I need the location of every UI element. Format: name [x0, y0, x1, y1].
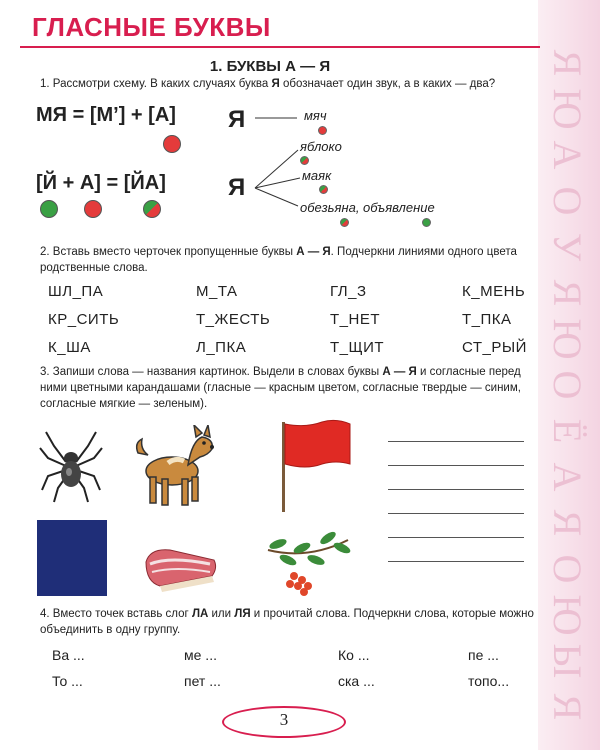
task2-text-end: . Подчеркни линиями одного цвета	[330, 246, 517, 258]
letter-ya-two-sounds: Я	[228, 174, 246, 201]
word-blank: ШЛ_ПА	[48, 283, 104, 300]
word-fill: пе ...	[468, 647, 499, 663]
task3-text-end: и согласные перед	[416, 366, 521, 378]
task4-text-mid: или	[208, 608, 235, 620]
word-ball: мяч	[304, 108, 327, 123]
answer-line[interactable]	[388, 537, 524, 538]
word-fill: ме ...	[184, 647, 217, 663]
word-fill: ска ...	[338, 673, 375, 689]
sound-dot-red	[84, 200, 102, 218]
word-blank: Т_ЖЕСТЬ	[196, 311, 271, 328]
word-blank: КР_СИТЬ	[48, 311, 120, 328]
answer-line[interactable]	[388, 561, 524, 562]
mini-dot	[340, 218, 349, 227]
syllable-lya: ЛЯ	[234, 608, 251, 620]
answer-line[interactable]	[388, 465, 524, 466]
task4-text: 4. Вместо точек вставь слог	[40, 608, 192, 620]
task4-text-end: и прочитай слова. Подчеркни слова, которые можно	[250, 608, 534, 620]
title-divider	[20, 46, 540, 48]
word-fill: Ко ...	[338, 647, 370, 663]
sound-dot-split	[143, 200, 161, 218]
word-fill: топо...	[468, 673, 510, 689]
word-monkey-announcement: обезьяна, объявление	[300, 200, 435, 215]
letter-ya-one-sound: Я	[228, 106, 246, 133]
syllable-la: ЛА	[191, 608, 209, 620]
word-blank: К_ША	[48, 339, 91, 356]
word-blank: Т_ЩИТ	[330, 339, 385, 356]
sound-dot-red	[163, 135, 181, 153]
task3-text-line3: согласные мягкие — зеленым).	[40, 398, 208, 410]
word-fill: Ва ...	[52, 647, 85, 663]
task2-text-line2: родственные слова.	[40, 262, 148, 274]
formula-mya: МЯ = [М’] + [А]	[36, 104, 176, 126]
task2-text: 2. Вставь вместо черточек пропущенные буквы	[40, 246, 297, 258]
mini-dot	[300, 156, 309, 165]
word-fill: пет ...	[184, 673, 221, 689]
dog-picture	[132, 425, 216, 511]
word-blank: Т_ПКА	[462, 311, 512, 328]
meat-slice-picture	[140, 542, 220, 592]
task4-question	[40, 606, 540, 638]
task3-text-line2: ними цветными карандашами (гласные — красным цветом, согласные твердые — синим,	[40, 382, 521, 394]
page-number: 3	[279, 710, 289, 729]
word-blank: К_МЕНЬ	[462, 283, 526, 300]
task4-text-line2: объединить в одну группу.	[40, 624, 181, 636]
word-lighthouse: маяк	[302, 168, 332, 183]
word-blank: Т_НЕТ	[330, 311, 381, 328]
word-blank: М_ТА	[196, 283, 238, 300]
task1-letter: Я	[271, 78, 280, 90]
word-apple: яблоко	[300, 139, 342, 154]
task1-text-end: обозначает один звук, а в каких — два?	[279, 78, 496, 90]
task2-question	[40, 244, 540, 276]
page-title: ГЛАСНЫЕ БУКВЫ	[32, 12, 271, 42]
word-blank: Л_ПКА	[196, 339, 247, 356]
answer-line[interactable]	[388, 513, 524, 514]
formula-ya: [Й + А] = [ЙА]	[36, 172, 166, 194]
section-title: 1. БУКВЫ А — Я	[209, 58, 331, 75]
rowan-branch-picture	[258, 520, 358, 600]
mini-dot	[319, 185, 328, 194]
task3-text: 3. Запиши слова — названия картинок. Выдели в словах буквы	[40, 366, 383, 378]
task3-letters: А — Я	[382, 366, 417, 378]
spider-picture	[38, 428, 104, 504]
task2-letters: А — Я	[296, 246, 331, 258]
answer-line[interactable]	[388, 489, 524, 490]
sound-dot-green	[40, 200, 58, 218]
answer-line[interactable]	[388, 441, 524, 442]
mini-dot	[422, 218, 431, 227]
task1-question	[40, 76, 540, 92]
task1-text: 1. Рассмотри схему. В каких случаях буква	[40, 78, 272, 90]
decorative-letters: Я Ю А О У Я Ю О Ё А Я О Ю Ы Я	[545, 49, 590, 721]
word-fill: То ...	[52, 673, 83, 689]
red-flag-picture	[276, 418, 356, 514]
crescent-moon-picture	[37, 520, 107, 596]
task3-question	[40, 364, 540, 412]
mini-dot	[318, 126, 327, 135]
word-blank: СТ_РЫЙ	[462, 339, 527, 356]
word-blank: ГЛ_З	[330, 283, 367, 300]
